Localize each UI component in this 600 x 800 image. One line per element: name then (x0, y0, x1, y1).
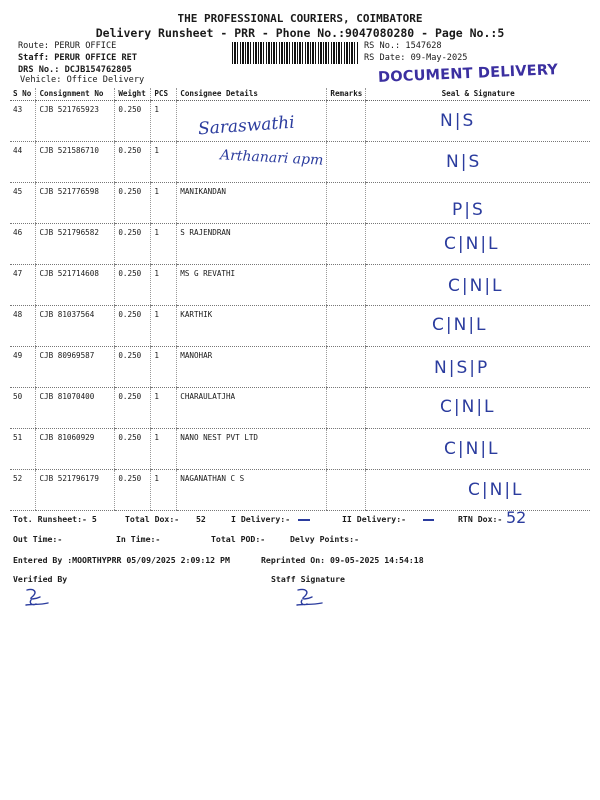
handwritten-consignee: Saraswathi (197, 112, 296, 140)
row-weight: 0.250 (115, 387, 151, 428)
col-header-consignment: Consignment No (36, 88, 115, 100)
row-pcs: 1 (151, 141, 177, 182)
document-delivery-stamp: DOCUMENT DELIVERY (377, 62, 559, 86)
row-pcs: 1 (151, 100, 177, 141)
row-sno: 46 (10, 223, 36, 264)
row-consignment: CJB 521796179 (36, 469, 115, 510)
row-weight: 0.250 (115, 264, 151, 305)
row-remarks (327, 346, 366, 387)
status-mark: N|S (440, 111, 476, 131)
col-header-sno: S No (10, 88, 36, 100)
row-weight: 0.250 (115, 141, 151, 182)
row-pcs: 1 (151, 387, 177, 428)
row-sno: 48 (10, 305, 36, 346)
handwritten-consignee: Arthanari apm (219, 147, 324, 169)
row-remarks (327, 264, 366, 305)
row-consignee: MANOHAR (177, 346, 327, 387)
row-pcs: 1 (151, 428, 177, 469)
verified-by-label: Verified By (13, 574, 68, 584)
row-consignee: CHARAULATJHA (177, 387, 327, 428)
status-mark: C|N|L (448, 276, 504, 296)
row-weight: 0.250 (115, 182, 151, 223)
total-dox-value: 52 (196, 514, 206, 524)
company-name: THE PROFESSIONAL COURIERS, COIMBATORE (177, 12, 423, 25)
row-pcs: 1 (151, 223, 177, 264)
row-consignment: CJB 521765923 (36, 100, 115, 141)
row-remarks (327, 182, 366, 223)
table-row (10, 346, 590, 387)
staff-signature (292, 586, 326, 610)
in-time-label: In Time:- (116, 534, 161, 544)
row-consignment: CJB 521796582 (36, 223, 115, 264)
row-sno: 52 (10, 469, 36, 510)
barcode (232, 42, 358, 64)
row-sno: 47 (10, 264, 36, 305)
row-consignment: CJB 81070400 (36, 387, 115, 428)
rs-date: RS Date: 09-May-2025 (364, 53, 468, 63)
staff-signature-label: Staff Signature (271, 574, 345, 584)
row-pcs: 1 (151, 346, 177, 387)
table-row (10, 387, 590, 428)
row-weight: 0.250 (115, 100, 151, 141)
out-time-label: Out Time:- (13, 534, 63, 544)
delvy-points-label: Delvy Points:- (290, 534, 360, 544)
row-weight: 0.250 (115, 305, 151, 346)
status-mark: N|S|P (434, 358, 490, 378)
rtn-dox-handwritten: 52 (506, 508, 527, 527)
row-pcs: 1 (151, 182, 177, 223)
row-sno: 51 (10, 428, 36, 469)
table-row (10, 100, 590, 141)
status-mark: P|S (452, 200, 485, 220)
i-delivery-label: I Delivery:- (231, 514, 291, 524)
row-remarks (327, 387, 366, 428)
row-consignee: S RAJENDRAN (177, 223, 327, 264)
col-header-weight: Weight (115, 88, 151, 100)
rtn-dox-label: RTN Dox:- (458, 514, 503, 524)
drs-number: DRS No.: DCJB154762805 (18, 65, 132, 75)
row-weight: 0.250 (115, 469, 151, 510)
row-consignment: CJB 521714608 (36, 264, 115, 305)
tot-runsheet: Tot. Runsheet:- 5 (13, 514, 97, 524)
row-remarks (327, 305, 366, 346)
row-consignee: NAGANATHAN C S (177, 469, 327, 510)
total-dox-label: Total Dox:- (125, 514, 180, 524)
row-remarks (327, 223, 366, 264)
verifier-signature (22, 586, 52, 610)
status-mark: C|N|L (440, 397, 496, 417)
ii-delivery-label: II Delivery:- (342, 514, 407, 524)
row-sno: 49 (10, 346, 36, 387)
entered-by: Entered By :MOORTHYPRR 05/09/2025 2:09:12 PM (13, 555, 230, 565)
row-seal-signature (366, 100, 590, 141)
row-sno: 44 (10, 141, 36, 182)
col-header-pcs: PCS (151, 88, 177, 100)
row-consignee: MANIKANDAN (177, 182, 327, 223)
row-sno: 50 (10, 387, 36, 428)
row-remarks (327, 100, 366, 141)
reprinted-on: Reprinted On: 09-05-2025 14:54:18 (261, 555, 424, 565)
row-pcs: 1 (151, 469, 177, 510)
status-mark: C|N|L (468, 480, 524, 500)
dash-mark (423, 519, 434, 521)
dash-mark (298, 519, 310, 521)
row-pcs: 1 (151, 264, 177, 305)
status-mark: C|N|L (444, 234, 500, 254)
table-row (10, 223, 590, 264)
table-row (10, 305, 590, 346)
col-header-remarks: Remarks (327, 88, 366, 100)
row-weight: 0.250 (115, 223, 151, 264)
row-pcs: 1 (151, 305, 177, 346)
rs-number: RS No.: 1547628 (364, 41, 442, 51)
runsheet-title: Delivery Runsheet - PRR - Phone No.:9047080280 - Page No.:5 (95, 26, 505, 40)
col-header-seal-signature: Seal & Signature (366, 88, 590, 100)
table-row (10, 182, 590, 223)
row-consignment: CJB 521776598 (36, 182, 115, 223)
row-weight: 0.250 (115, 346, 151, 387)
staff-label: Staff: PERUR OFFICE RET (18, 53, 137, 63)
status-mark: C|N|L (444, 439, 500, 459)
row-consignment: CJB 80969587 (36, 346, 115, 387)
row-remarks (327, 428, 366, 469)
row-remarks (327, 141, 366, 182)
row-consignee: MS G REVATHI (177, 264, 327, 305)
vehicle-label: Vehicle: Office Delivery (20, 75, 145, 85)
row-consignee: NANO NEST PVT LTD (177, 428, 327, 469)
row-consignment: CJB 521586710 (36, 141, 115, 182)
row-consignment: CJB 81060929 (36, 428, 115, 469)
row-consignee: KARTHIK (177, 305, 327, 346)
status-mark: N|S (446, 152, 482, 172)
row-sno: 43 (10, 100, 36, 141)
row-sno: 45 (10, 182, 36, 223)
row-consignment: CJB 81037564 (36, 305, 115, 346)
table-row (10, 428, 590, 469)
col-header-consignee: Consignee Details (177, 88, 327, 100)
row-weight: 0.250 (115, 428, 151, 469)
route-label: Route: PERUR OFFICE (18, 41, 117, 51)
total-pod-label: Total POD:- (211, 534, 266, 544)
table-header-row (10, 88, 590, 100)
status-mark: C|N|L (432, 315, 488, 335)
row-remarks (327, 469, 366, 510)
